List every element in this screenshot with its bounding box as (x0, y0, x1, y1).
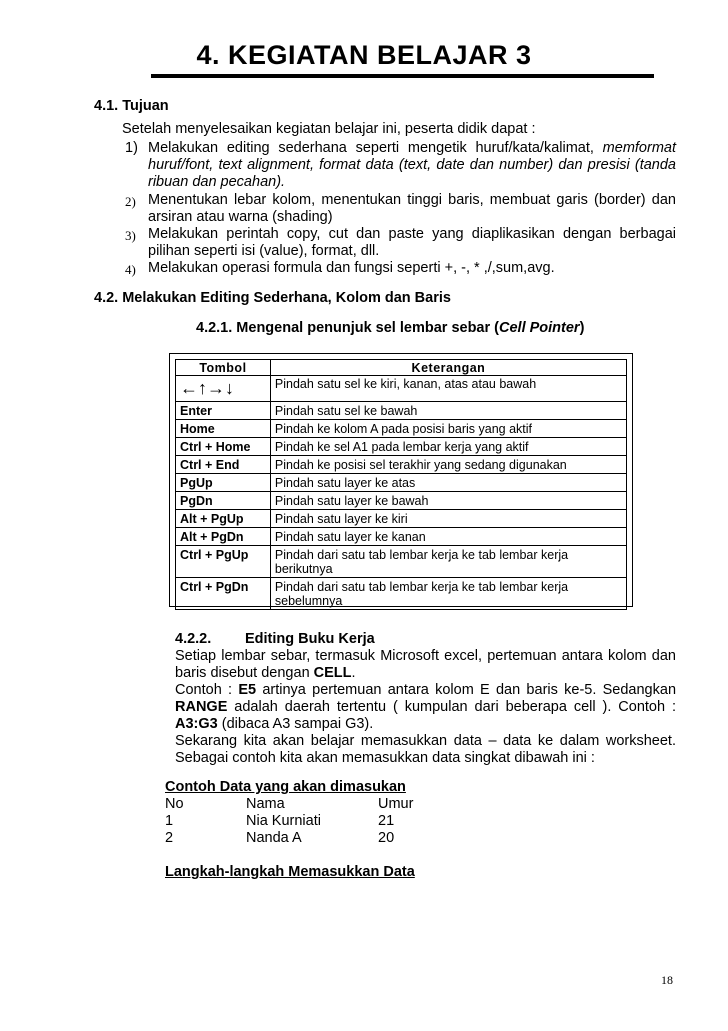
page-number: 18 (661, 973, 673, 987)
example-col-umur: Umur (378, 796, 414, 812)
heading-part: ) (579, 320, 585, 336)
table-cell: Pindah ke sel A1 pada lembar kerja yang aktif (270, 438, 626, 456)
table-cell-line: Pindah dari satu tab lembar kerja ke tab lembar kerja (274, 548, 569, 562)
table-cell (270, 578, 626, 610)
table-cell-key: Ctrl + Home (176, 438, 271, 456)
paragraph-line: Setiap lembar sebar, termasuk Microsoft excel, pertemuan antara kolom dan (175, 648, 676, 664)
example-col-nama: Nama (246, 796, 285, 812)
table-cell (270, 546, 626, 578)
list-item-text (148, 140, 676, 157)
table-cell: Pindah ke posisi sel terakhir yang sedang digunakan (270, 456, 626, 474)
table-header-keterangan: Keterangan (270, 360, 626, 376)
table-row (176, 492, 627, 510)
heading-italic-part: Cell Pointer (499, 320, 580, 336)
table-cell-key: Enter (176, 402, 271, 420)
title-underline (151, 74, 654, 78)
bold-term: RANGE (175, 699, 228, 715)
example-col-no: No (165, 796, 184, 812)
table-row (176, 546, 627, 578)
text-part: . (351, 665, 356, 681)
table-cell-key: PgUp (176, 474, 271, 492)
table-cell-key: Ctrl + PgUp (176, 546, 271, 578)
table-header-row (176, 360, 627, 376)
example-heading: Contoh Data yang akan dimasukan (165, 779, 406, 795)
table-cell-line: Pindah dari satu tab lembar kerja ke tab lembar kerja (274, 580, 569, 594)
list-item-line: ribuan dan pecahan). (148, 174, 286, 190)
text-part: baris disebut dengan (175, 665, 314, 681)
page-title: 4. KEGIATAN BELAJAR 3 (196, 40, 532, 70)
table-cell: Pindah satu layer ke bawah (270, 492, 626, 510)
heading-part: 4.2.1. Mengenal penunjuk sel lembar sebar ( (196, 320, 499, 336)
paragraph-line: Sekarang kita akan belajar memasukkan data – data ke dalam worksheet. (175, 733, 676, 749)
table-cell-key: Home (176, 420, 271, 438)
list-item-number: 2) (125, 194, 136, 209)
text-part: Contoh : (175, 682, 239, 698)
section-41-intro: Setelah menyelesaikan kegiatan belajar ini, peserta didik dapat : (122, 121, 536, 137)
example-cell: 1 (165, 813, 174, 829)
table-cell: Pindah satu layer ke kanan (270, 528, 626, 546)
list-item-number: 1) (125, 140, 138, 156)
arrow-keys-icon: ←↑→↓ (176, 376, 271, 402)
paragraph-line (175, 699, 676, 716)
list-item-line: Melakukan operasi formula dan fungsi seperti +, -, * ,/,sum,avg. (148, 260, 555, 276)
paragraph-line (175, 716, 373, 733)
table-row (176, 474, 627, 492)
list-item-line: Melakukan perintah copy, cut dan paste yang diaplikasikan dengan berbagai (148, 226, 676, 242)
list-item-line: Menentukan lebar kolom, menentukan tinggi baris, membuat garis (border) dan (148, 192, 676, 208)
example-cell: 20 (378, 830, 395, 846)
table-cell-key: Alt + PgDn (176, 528, 271, 546)
example-cell: 2 (165, 830, 174, 846)
example-cell: Nia Kurniati (246, 813, 321, 829)
table-cell-key: Ctrl + End (176, 456, 271, 474)
table-row (176, 376, 627, 402)
bold-term: E5 (238, 682, 257, 698)
list-item-italic: memformat (602, 140, 676, 156)
key-table (175, 359, 627, 610)
table-header-tombol: Tombol (176, 360, 271, 376)
text-part: artinya pertemuan antara kolom E dan baris ke-5. Sedangkan (256, 682, 677, 698)
text-part: (dibaca A3 sampai G3). (217, 716, 374, 732)
list-item-line: Melakukan editing sederhana seperti mengetik huruf/kata/kalimat, (148, 140, 594, 156)
section-422-number: 4.2.2. (175, 631, 212, 647)
section-421-heading (196, 320, 584, 337)
list-item-number: 4) (125, 262, 136, 277)
example-cell: Nanda A (246, 830, 302, 846)
table-row (176, 420, 627, 438)
table-row (176, 578, 627, 610)
table-cell: Pindah satu sel ke bawah (270, 402, 626, 420)
key-table-frame (169, 353, 633, 607)
bold-term: A3:G3 (175, 716, 218, 732)
table-row (176, 456, 627, 474)
list-item-line: huruf/font, text alignment, format data (text, date dan number) dan presisi (tanda (148, 157, 676, 173)
bold-term: CELL (313, 665, 352, 681)
section-42-heading: 4.2. Melakukan Editing Sederhana, Kolom dan Baris (94, 290, 451, 306)
paragraph-line (175, 682, 676, 699)
example-cell: 21 (378, 813, 395, 829)
table-cell-line: sebelumnya (274, 594, 343, 608)
table-cell: Pindah satu layer ke atas (270, 474, 626, 492)
table-row (176, 438, 627, 456)
section-422-title: Editing Buku Kerja (245, 631, 375, 647)
steps-heading: Langkah-langkah Memasukkan Data (165, 864, 415, 880)
table-row (176, 402, 627, 420)
table-cell-key: PgDn (176, 492, 271, 510)
table-cell-key: Ctrl + PgDn (176, 578, 271, 610)
text-part: adalah daerah tertentu ( kumpulan dari beberapa cell ). Contoh : (227, 699, 676, 715)
table-row (176, 510, 627, 528)
table-row (176, 528, 627, 546)
table-cell-key: Alt + PgUp (176, 510, 271, 528)
list-item-number: 3) (125, 228, 136, 243)
paragraph-line (175, 665, 356, 682)
table-cell: Pindah ke kolom A pada posisi baris yang aktif (270, 420, 626, 438)
list-item-line: arsiran atau warna (shading) (148, 209, 333, 225)
list-item-line: pilihan seperti isi (value), format, dll. (148, 243, 380, 259)
table-cell: Pindah satu sel ke kiri, kanan, atas atau bawah (270, 376, 626, 402)
table-cell-line: berikutnya (274, 562, 333, 576)
paragraph-line: Sebagai contoh kita akan memasukkan data singkat dibawah ini : (175, 750, 595, 766)
table-cell: Pindah satu layer ke kiri (270, 510, 626, 528)
section-41-heading: 4.1. Tujuan (94, 98, 169, 114)
